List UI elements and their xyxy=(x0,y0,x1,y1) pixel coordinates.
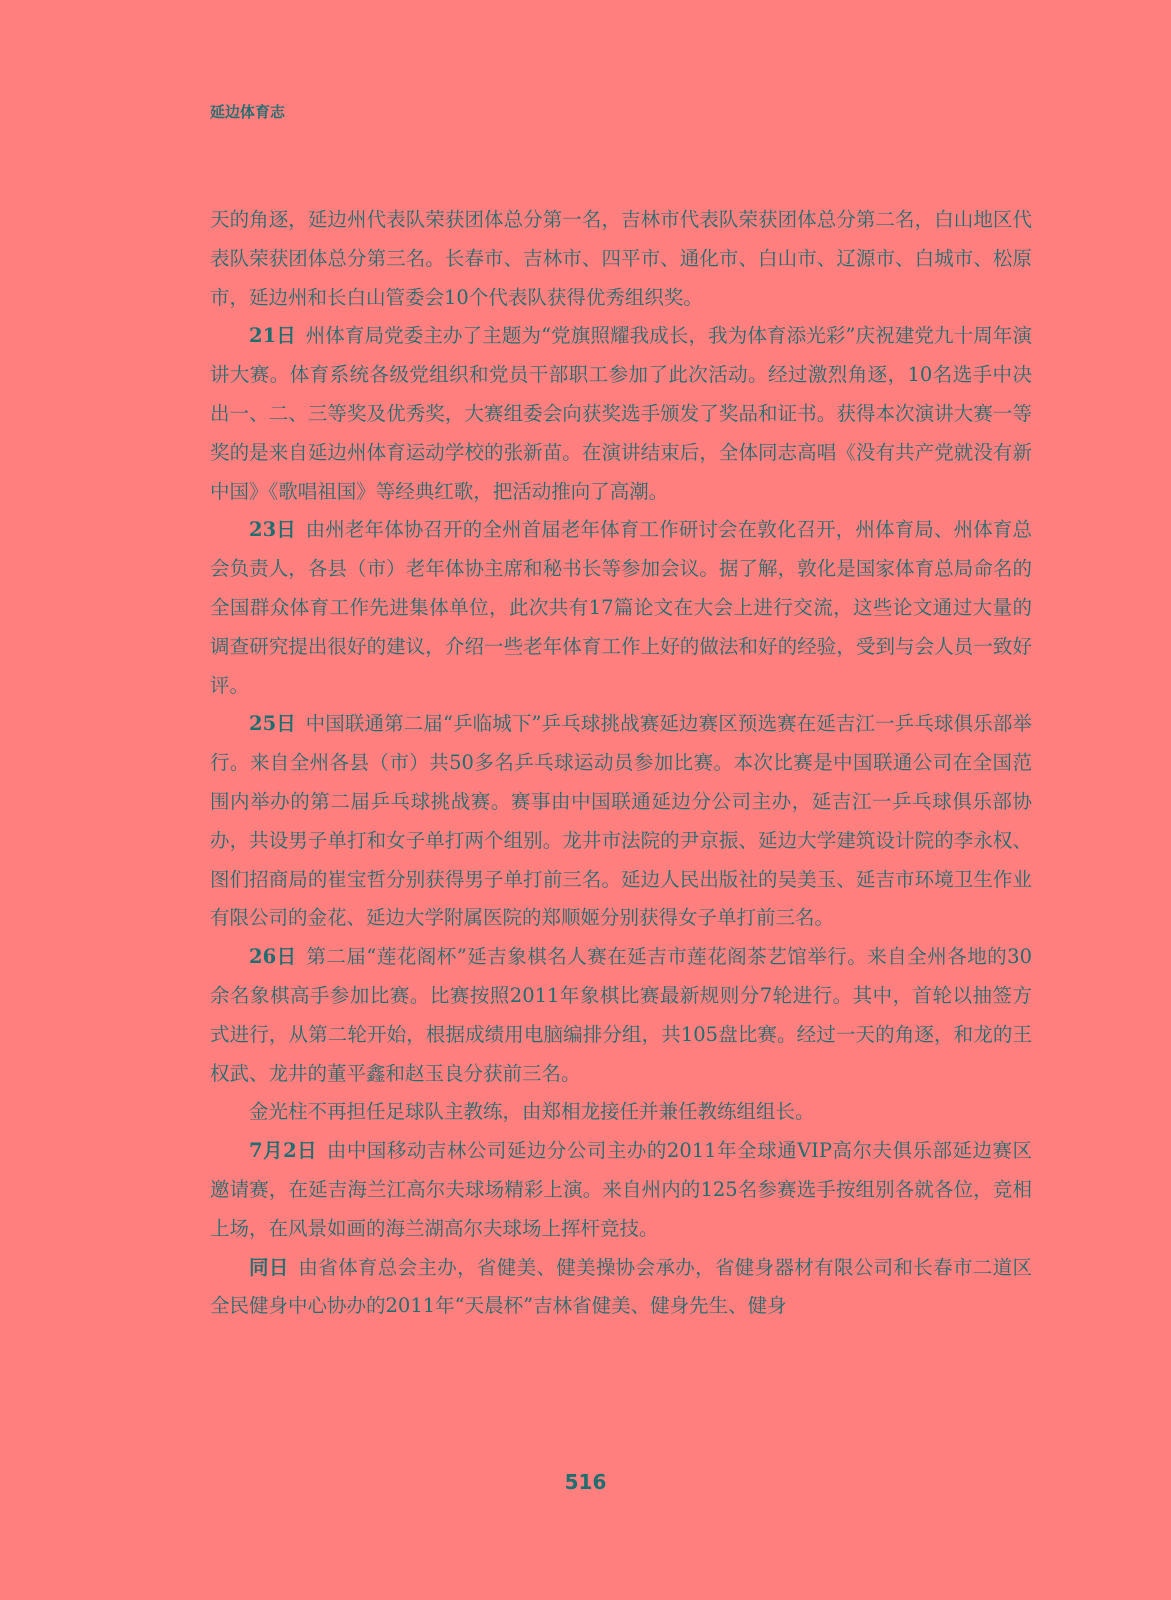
paragraph-text: 由州老年体协召开的全州首届老年体育工作研讨会在敦化召开，州体育局、州体育总会负责人，各县（市）老年体协主席和秘书长等参加会议。据了解，敦化是国家体育总局命名的全国群众体育工作先进集体单位，此次共有17篇论文在大会上进行交流，这些论文通过大量的调查研究提出很好的建议，介绍一些老年体育工作上好的做法和好的经验，受到与会人员一致好评。 xyxy=(210,518,1032,697)
date-lead: 7月2日 xyxy=(249,1139,318,1163)
paragraph xyxy=(210,317,1032,511)
paragraph-text: 中国联通第二届“乒临城下”乒乓球挑战赛延边赛区预选赛在延吉江一乒乓球俱乐部举行。来自全州各县（市）共50多名乒乓球运动员参加比赛。本次比赛是中国联通公司在全国范围内举办的第二届乒乓球挑战赛。赛事由中国联通延边分公司主办，延吉江一乒乓球俱乐部协办，共设男子单打和女子单打两个组别。龙井市法院的尹京振、延边大学建筑设计院的李永权、图们招商局的崔宝哲分别获得男子单打前三名。延边人民出版社的吴美玉、延吉市环境卫生作业有限公司的金花、延边大学附属医院的郑顺姬分别获得女子单打前三名。 xyxy=(210,712,1032,930)
paragraph xyxy=(210,201,1032,317)
date-lead: 同日 xyxy=(249,1255,289,1279)
date-lead: 23日 xyxy=(249,518,296,542)
paragraph-text: 天的角逐，延边州代表队荣获团体总分第一名，吉林市代表队荣获团体总分第二名，白山地区代表队荣获团体总分第三名。长春市、吉林市、四平市、通化市、白山市、辽源市、白城市、松原市，延边州和长白山管委会10个代表队获得优秀组织奖。 xyxy=(210,208,1032,309)
page-number: 516 xyxy=(564,1470,607,1494)
paragraph xyxy=(210,1132,1032,1248)
date-lead: 21日 xyxy=(249,324,296,348)
paragraph xyxy=(210,705,1032,938)
paragraph xyxy=(210,1093,1032,1132)
paragraph-text: 州体育局党委主办了主题为“党旗照耀我成长，我为体育添光彩”庆祝建党九十周年演讲大赛。体育系统各级党组织和党员干部职工参加了此次活动。经过激烈角逐，10名选手中决出一、二、三等奖及优秀奖，大赛组委会向获奖选手颁发了奖品和证书。获得本次演讲大赛一等奖的是来自延边州体育运动学校的张新苗。在演讲结束后，全体同志高唱《没有共产党就没有新中国》《歌唱祖国》等经典红歌，把活动推向了高潮。 xyxy=(210,324,1032,503)
paragraph xyxy=(210,511,1032,705)
paragraph xyxy=(210,1249,1032,1327)
date-lead: 25日 xyxy=(249,712,296,736)
paragraph-text: 由中国移动吉林公司延边分公司主办的2011年全球通VIP高尔夫俱乐部延边赛区邀请赛，在延吉海兰江高尔夫球场精彩上演。来自州内的125名参赛选手按组别各就各位，竞相上场，在风景如画的海兰湖高尔夫球场上挥杆竞技。 xyxy=(210,1139,1032,1240)
body-text xyxy=(210,201,1032,1326)
paragraph xyxy=(210,938,1032,1093)
running-head: 延边体育志 xyxy=(210,103,286,121)
paragraph-text: 金光柱不再担任足球队主教练，由郑相龙接任并兼任教练组组长。 xyxy=(249,1100,815,1124)
date-lead: 26日 xyxy=(249,945,297,969)
paragraph-text: 第二届“莲花阁杯”延吉象棋名人赛在延吉市莲花阁茶艺馆举行。来自全州各地的30余名象棋高手参加比赛。比赛按照2011年象棋比赛最新规则分7轮进行。其中，首轮以抽签方式进行，从第二轮开始，根据成绩用电脑编排分组，共105盘比赛。经过一天的角逐，和龙的王权武、龙井的董平鑫和赵玉良分获前三名。 xyxy=(210,945,1032,1085)
paragraph-text: 由省体育总会主办，省健美、健美操协会承办，省健身器材有限公司和长春市二道区全民健身中心协办的2011年“天晨杯”吉林省健美、健身先生、健身 xyxy=(210,1255,1032,1318)
